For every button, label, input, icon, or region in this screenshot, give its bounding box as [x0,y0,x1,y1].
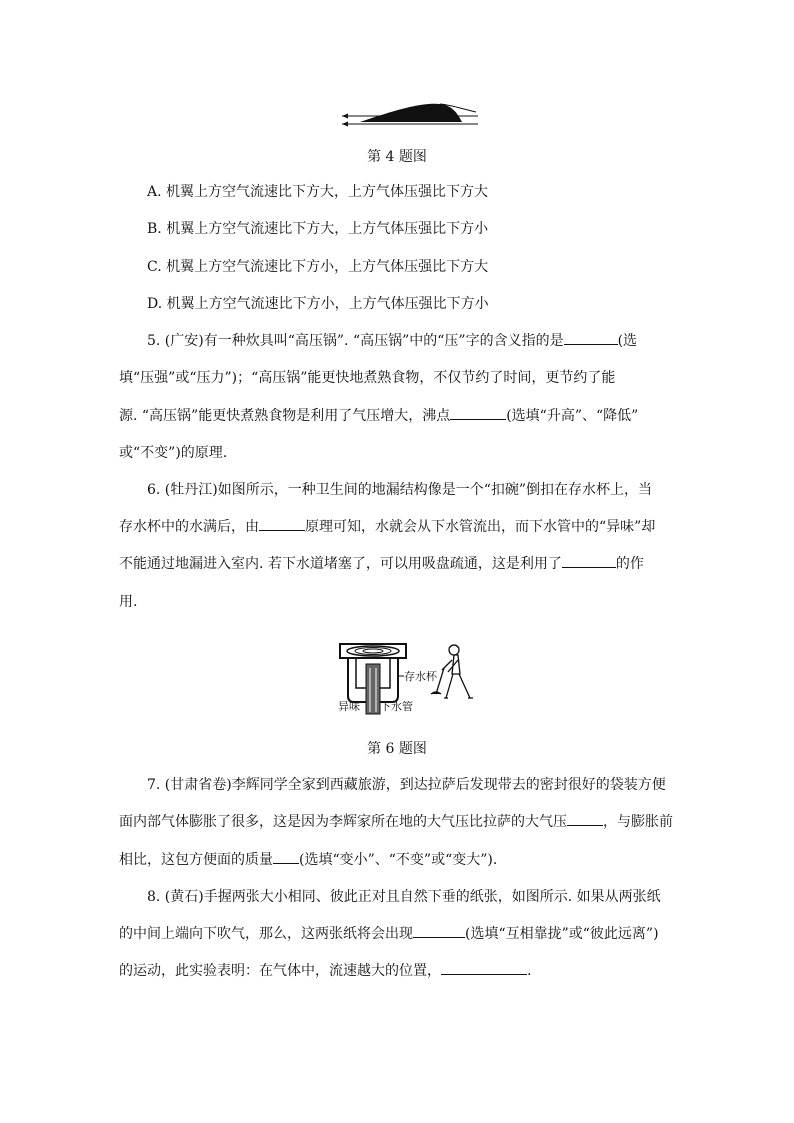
question-8-line-1: 8. (黄石)手握两张大小相同、彼此正对且自然下垂的纸张，如图所示. 如果从两张纸 [147,889,661,905]
wing-airflow-figure [340,100,480,130]
question-6-line-4: 用. [119,594,138,610]
question-7-line-2: 面内部气体膨胀了很多，这是因为李辉家所在地的大气压比拉萨的大气压 ，与膨胀前 [119,811,673,831]
option-a: A. 机翼上方空气流速比下方大，上方气体压强比下方大 [147,184,489,200]
question-6-line-2: 存水杯中的水满后，由 原理可知，水就会从下水管流出，而下水管中的“异味”却 [119,516,655,536]
answer-blank[interactable] [450,405,506,420]
question-5-line-3: 源. “高压锅”能更快煮熟食物是利用了气压增大，沸点 (选填“升高”、“降低” [119,405,638,425]
answer-blank[interactable] [273,849,299,864]
question-6-line-3: 不能通过地漏进入室内. 若下水道堵塞了，可以用吸盘疏通，这是利用了 的作 [119,553,644,573]
answer-blank[interactable] [564,330,618,345]
figure-6-caption: 第 6 题图 [367,741,427,757]
option-c: C. 机翼上方空气流速比下方小，上方气体压强比下方大 [147,259,489,275]
question-5-line-1: 5. (广安)有一种炊具叫“高压锅”. “高压锅”中的“压”字的含义指的是 (选 [147,330,637,350]
answer-blank[interactable] [562,553,616,568]
question-7-line-1: 7. (甘肃省卷)李辉同学全家到西藏旅游，到达拉萨后发现带去的密封很好的袋装方便 [147,777,666,793]
answer-blank[interactable] [413,923,465,938]
question-5-line-4: 或“不变”)的原理. [119,445,228,461]
figure-4-caption: 第 4 题图 [367,149,427,165]
option-b: B. 机翼上方空气流速比下方大，上方气体压强比下方小 [147,221,489,237]
question-6-line-1: 6. (牡丹江)如图所示，一种卫生间的地漏结构像是一个“扣碗”倒扣在存水杯上，当 [147,482,653,498]
pipe-label: 下水管 [380,700,413,713]
answer-blank[interactable] [259,516,305,531]
cup-label: 存水杯 [404,670,437,683]
question-7-line-3: 相比，这包方便面的质量 (选填“变小”、“不变”或“变大”). [119,849,497,869]
answer-blank[interactable] [567,811,603,826]
question-8-line-2: 的中间上端向下吹气，那么，这两张纸将会出现 (选填“互相靠拢”或“彼此远离”) [119,923,659,943]
option-d: D. 机翼上方空气流速比下方小，上方气体压强比下方小 [147,296,489,312]
question-8-line-3: 的运动，此实验表明：在气体中，流速越大的位置， . [119,960,531,980]
person-with-plunger-icon [431,645,473,698]
floor-drain-figure [336,640,496,718]
answer-blank[interactable] [441,960,527,975]
question-5-line-2: 填“压强”或“压力”)；“高压锅”能更快地煮熟食物，不仅节约了时间，更节约了能 [119,370,616,386]
smell-label: 异味 [338,700,360,713]
